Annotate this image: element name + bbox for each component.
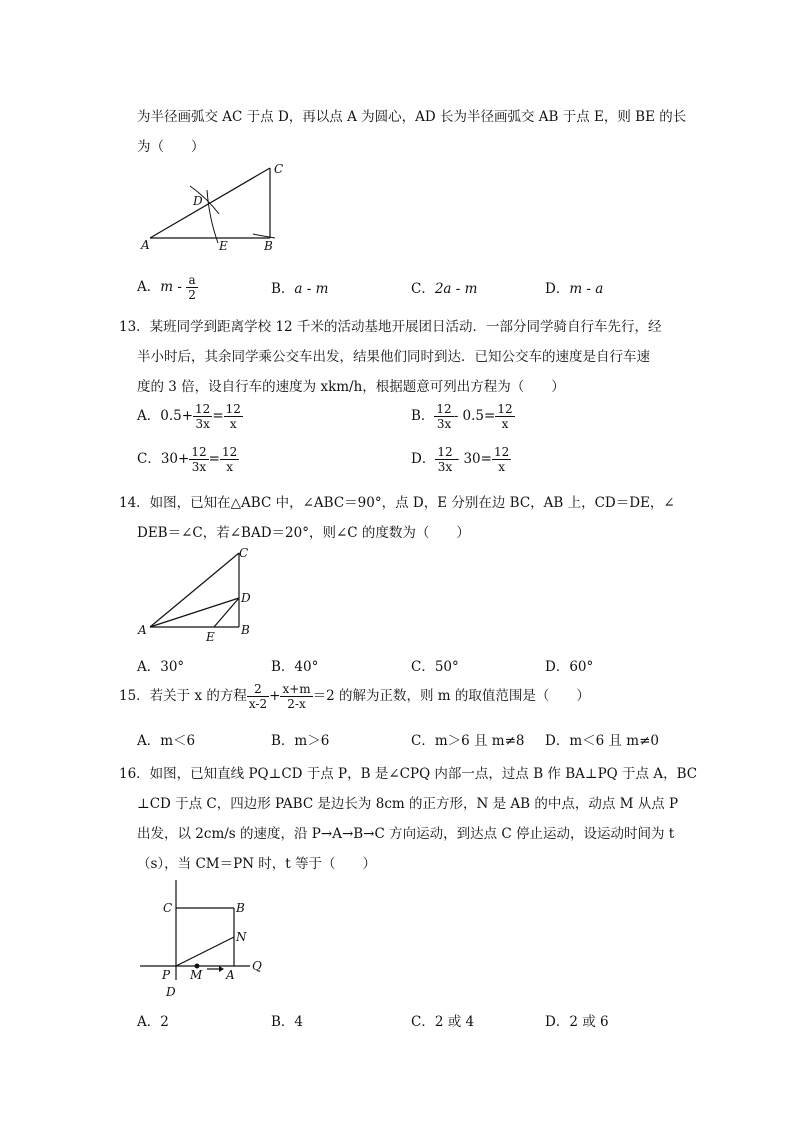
q15-option-c[interactable]: C．m＞6 且 m≠8 [411, 733, 525, 749]
q16-label-M: M [190, 968, 203, 982]
q12-option-b[interactable]: B．a - m [271, 281, 329, 297]
q14-label-D: D [241, 591, 251, 605]
q16-figure [135, 875, 270, 1005]
q16-label-D: D [166, 985, 176, 999]
q12-label-C: C [274, 162, 284, 176]
q16-label-B: B [236, 901, 245, 915]
q16-label-Q: Q [252, 959, 262, 973]
q12-option-c[interactable]: C．2a - m [411, 281, 478, 297]
q14-label-E: E [206, 630, 215, 644]
q15-stem: 15．若关于 x 的方程 $\frac{2}{x-2}$ + $\frac{x+m}{2-x}$ ＝2 的解为正数，则 m 的取值范围是（ ） [119, 682, 590, 711]
q14-seg-AC [150, 553, 239, 627]
q14-option-d[interactable]: D．60° [545, 659, 594, 675]
q14-option-c[interactable]: C．50° [411, 659, 459, 675]
q12-arc-at-B [253, 234, 275, 238]
q13-line2: 半小时后，其余同学乘公交车出发，结果他们同时到达．已知公交车的速度是自行车速 [137, 349, 650, 365]
q12-option-a[interactable]: A．m - $\frac{a}{2}$ [137, 273, 196, 302]
q16-seg-PN [176, 937, 234, 966]
q16-line3: 出发，以 2cm/s 的速度，沿 P→A→B→C 方向运动，到达点 C 停止运动，设运动时间为 t [137, 826, 675, 842]
q14-line1: 14．如图，已知在△ABC 中，∠ABC＝90°，点 D，E 分别在边 BC，AB 上，CD＝DE，∠ [119, 495, 675, 511]
q14-label-B: B [241, 623, 250, 637]
q13-line3: 度的 3 倍，设自行车的速度为 xkm/h，根据题意可列出方程为（ ） [137, 379, 565, 395]
q13-option-c[interactable]: C．30+ $\frac{12}{3x}$ = $\frac{12}{x}$ [137, 445, 238, 474]
q15-option-a[interactable]: A．m＜6 [137, 733, 196, 749]
q16-line4: （s），当 CM＝PN 时，t 等于（ ） [137, 856, 377, 872]
q12-label-B: B [264, 239, 273, 253]
q14-label-C: C [239, 546, 249, 560]
q14-seg-AD [150, 598, 239, 627]
q13-option-b[interactable]: B． $\frac{12}{3x}$ - 0.5= $\frac{12}{x}$ [411, 402, 513, 431]
q16-label-N: N [236, 930, 247, 944]
q16-option-c[interactable]: C．2 或 4 [411, 1014, 475, 1030]
q12-label-A: A [141, 238, 150, 252]
q12-arc-center-A [207, 190, 218, 243]
q16-line1: 16．如图，已知直线 PQ⊥CD 于点 P，B 是∠CPQ 内部一点，过点 B 作 BA⊥PQ 于点 A，BC [119, 766, 698, 782]
q16-arrow-head [219, 966, 224, 972]
q12-option-a-fraction: $\frac{a}{2}$ [188, 273, 196, 302]
q16-label-C: C [163, 901, 173, 915]
q16-label-P: P [162, 968, 171, 982]
q13-option-d[interactable]: D． $\frac{12}{3x}$ - 30= $\frac{12}{x}$ [411, 445, 510, 474]
q12-option-d[interactable]: D．m - a [545, 281, 604, 297]
q12-figure [135, 158, 285, 258]
q13-line1: 13．某班同学到距离学校 12 千米的活动基地开展团日活动．一部分同学骑自行车先行，经 [119, 319, 662, 335]
q12-line2: 为（ ） [137, 139, 205, 155]
q16-option-b[interactable]: B．4 [271, 1014, 304, 1030]
q12-line1: 为半径画弧交 AC 于点 D，再以点 A 为圆心，AD 长为半径画弧交 AB 于点 E，则 BE 的长 [137, 109, 687, 125]
q16-label-A: A [226, 968, 235, 982]
q16-option-d[interactable]: D．2 或 6 [545, 1014, 609, 1030]
q14-figure [135, 545, 265, 645]
q16-option-a[interactable]: A．2 [137, 1014, 169, 1030]
q15-option-b[interactable]: B．m＞6 [271, 733, 330, 749]
q14-label-A: A [138, 623, 147, 637]
q14-option-a[interactable]: A．30° [137, 659, 185, 675]
q12-label-E: E [219, 239, 228, 253]
q12-label-D: D [193, 194, 203, 208]
q13-option-a[interactable]: A．0.5+ $\frac{12}{3x}$ = $\frac{12}{x}$ [137, 402, 241, 431]
q16-line2: ⊥CD 于点 C，四边形 PABC 是边长为 8cm 的正方形，N 是 AB 的中点，动点 M 从点 P [137, 796, 679, 812]
q15-option-d[interactable]: D．m＜6 且 m≠0 [545, 733, 659, 749]
q14-option-b[interactable]: B．40° [271, 659, 319, 675]
q14-line2: DEB＝∠C，若∠BAD＝20°，则∠C 的度数为（ ） [137, 525, 470, 541]
